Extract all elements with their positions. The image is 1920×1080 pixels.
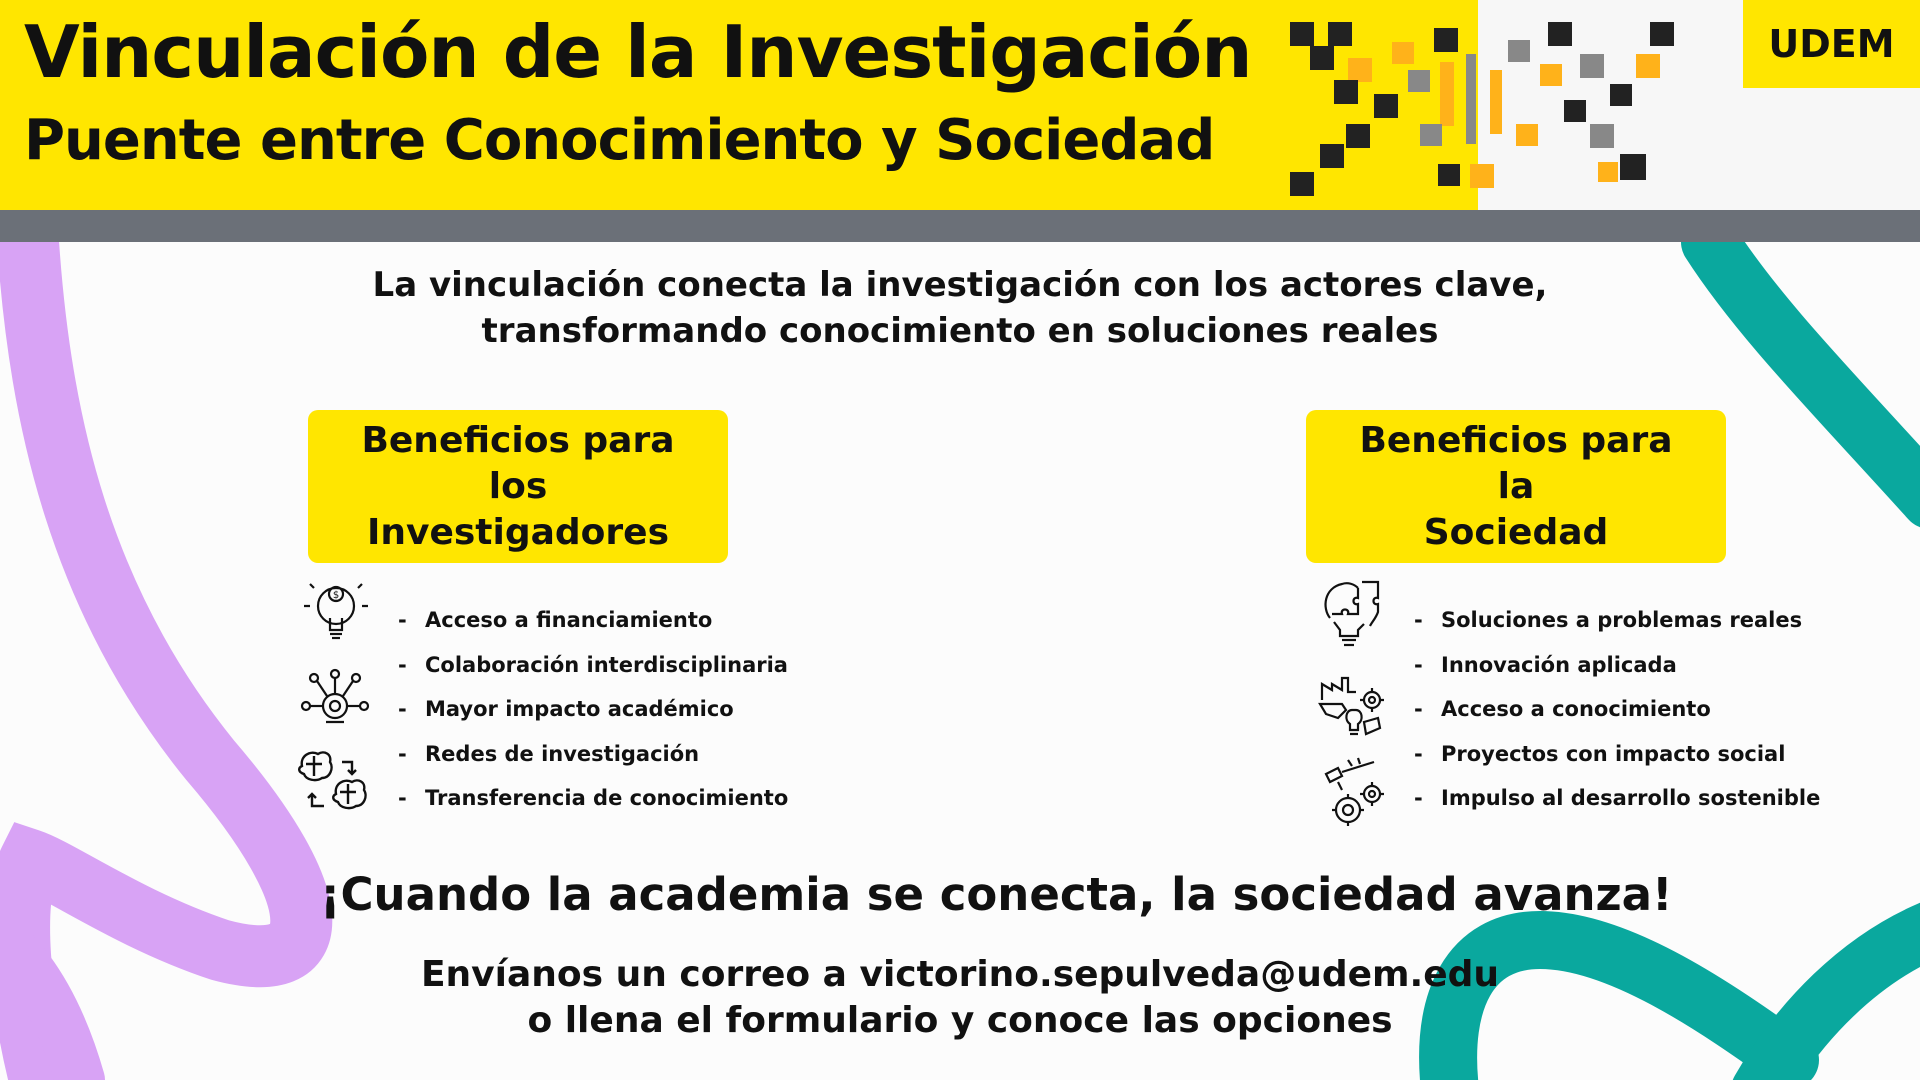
intro-line-1: La vinculación conecta la investigación con los actores clave, [372,265,1548,305]
list-item-label: Redes de investigación [425,741,700,766]
list-item [398,732,788,777]
list-item-label: Proyectos con impacto social [1441,741,1786,766]
page-subtitle: Puente entre Conocimiento y Sociedad [24,108,1215,173]
society-heading-line-2: la [1497,465,1535,507]
pixel-mosaic-icon [1280,14,1700,204]
udem-logo: UDEM [1743,0,1920,88]
contact-text [340,952,1580,1044]
bullet-dash: - [1414,741,1423,766]
society-benefits-list [1414,598,1820,821]
tools-gears-icon [1318,756,1388,832]
researchers-heading-line-1: Beneficios para [361,419,675,461]
contact-email-line: Envíanos un correo a victorino.sepulveda@udem.edu [420,954,1500,995]
network-gear-icon [298,668,372,730]
bullet-dash: - [1414,697,1423,721]
industry-innovation-icon [1316,670,1388,742]
bullet-dash: - [1414,608,1423,632]
bullet-dash: - [398,741,407,766]
svg-text:$: $ [332,590,340,601]
tagline: ¡Cuando la academia se conecta, la sociedad avanza! [320,868,1673,921]
bullet-dash: - [398,608,407,632]
idea-funding-icon [300,578,372,646]
list-item [1414,776,1820,821]
list-item-label: Colaboración interdisciplinaria [425,652,788,677]
bullet-dash: - [1414,652,1423,677]
list-item [398,598,788,643]
researchers-heading-line-3: Investigadores [366,511,670,553]
society-heading-line-1: Beneficios para [1359,419,1673,461]
list-item-label: Impulso al desarrollo sostenible [1441,786,1821,810]
brain-exchange-icon [296,748,370,818]
list-item [398,776,788,821]
list-item [1414,598,1820,643]
bullet-dash: - [398,697,407,721]
puzzle-bulb-icon [1318,578,1386,650]
list-item [398,643,788,688]
list-item [1414,643,1820,688]
bullet-dash: - [1414,786,1423,810]
list-item [1414,732,1820,777]
researchers-heading-line-2: los [488,465,548,507]
list-item-label: Acceso a conocimiento [1441,697,1711,721]
intro-line-2: transformando conocimiento en soluciones reales [481,311,1439,351]
list-item-label: Soluciones a problemas reales [1441,608,1803,632]
page-title: Vinculación de la Investigación [24,10,1252,94]
list-item-label: Innovación aplicada [1441,652,1677,677]
list-item-label: Acceso a financiamiento [425,608,713,632]
list-item [1414,687,1820,732]
list-item-label: Mayor impacto académico [425,697,734,721]
bullet-dash: - [398,786,407,810]
contact-form-line: o llena el formulario y conoce las opciones [527,1000,1393,1041]
society-heading-box [1306,410,1726,563]
researchers-heading-box [308,410,728,563]
society-heading-line-3: Sociedad [1423,511,1609,553]
list-item [398,687,788,732]
list-item-label: Transferencia de conocimiento [425,786,789,810]
intro-text [340,262,1580,354]
researchers-benefits-list [398,598,788,821]
header-divider-bar [0,210,1920,242]
bullet-dash: - [398,652,407,677]
